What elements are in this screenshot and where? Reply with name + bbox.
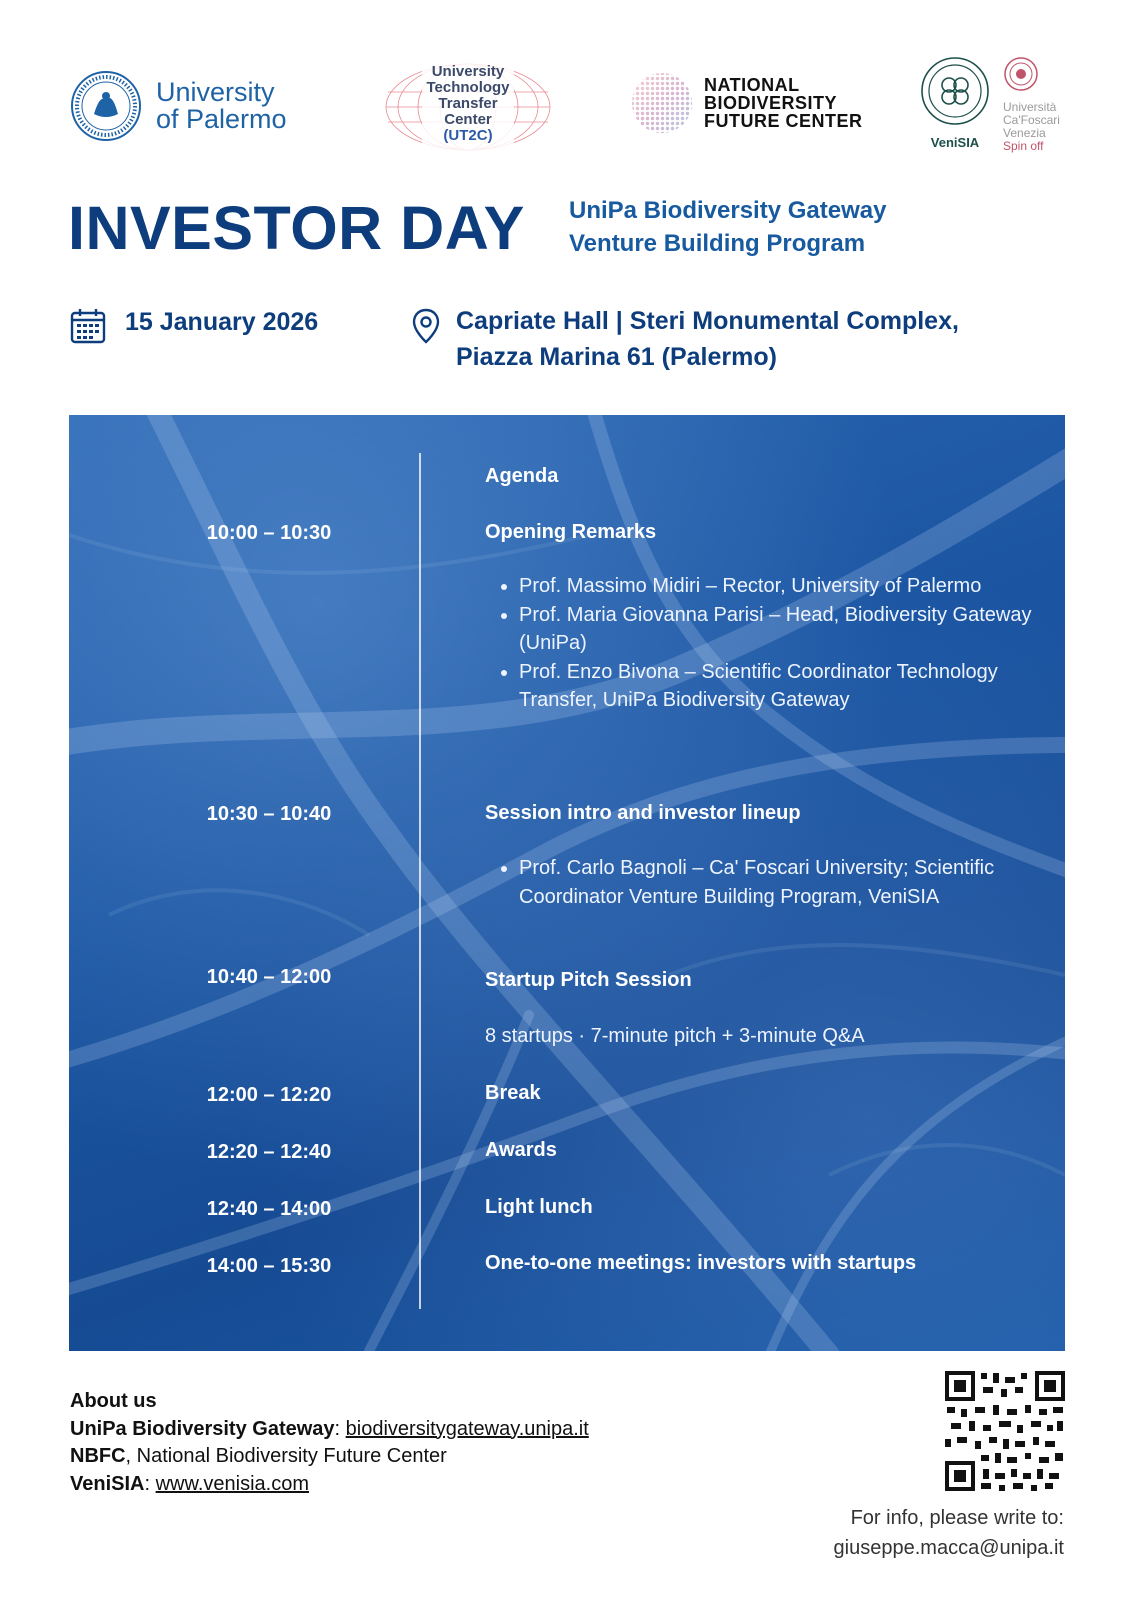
about-heading: About us: [70, 1390, 157, 1412]
ut2c-line4: Center: [444, 111, 492, 128]
location-pin-icon: [412, 308, 440, 344]
contact-prompt: For info, please write to:: [850, 1507, 1064, 1529]
gateway-link[interactable]: biodiversitygateway.unipa.it: [345, 1417, 589, 1440]
unipa-name-line1: University: [156, 77, 275, 107]
ut2c-logo: [384, 62, 552, 152]
ut2c-line5: (UT2C): [443, 127, 493, 144]
agenda-heading: Agenda: [485, 465, 559, 487]
cafoscari-line4: Spin off: [1003, 139, 1044, 153]
nbfc-dotted-sphere-icon: [630, 71, 694, 135]
agenda-panel: [69, 415, 1065, 1351]
speaker-item: • Prof. Enzo Bivona – Scientific Coordinator Technology Transfer, UniPa Biodiversity Gateway: [519, 658, 1065, 715]
cafoscari-line3: Venezia: [1003, 126, 1046, 140]
agenda-item-note: 8 startups · 7-minute pitch + 3-minute Q&A: [485, 1025, 865, 1047]
agenda-item-title: One-to-one meetings: investors with startups: [485, 1252, 917, 1274]
about-label: NBFC: [70, 1445, 126, 1467]
agenda-item-title: Session intro and investor lineup: [485, 802, 801, 824]
event-venue: [456, 303, 959, 375]
unipa-name-line2: of Palermo: [156, 104, 287, 134]
agenda-item-title: Light lunch: [485, 1196, 593, 1218]
agenda-time: 12:20 – 12:40: [206, 1141, 332, 1163]
page-title: INVESTOR DAY: [68, 194, 525, 262]
subtitle-line2: Venture Building Program: [569, 230, 866, 257]
ut2c-line3: Transfer: [438, 95, 498, 112]
qr-code-icon[interactable]: [945, 1371, 1065, 1491]
unipa-seal-icon: [70, 70, 142, 142]
venisia-link[interactable]: www.venisia.com: [155, 1472, 309, 1495]
event-date: 15 January 2026: [125, 308, 319, 336]
contact-info: [834, 1503, 1064, 1563]
about-text: National Biodiversity Future Center: [136, 1445, 447, 1467]
about-section: [70, 1388, 589, 1498]
agenda-item-title: Break: [485, 1082, 541, 1104]
page-subtitle: [569, 194, 886, 260]
about-sep: ,: [125, 1445, 137, 1467]
agenda-time: 10:40 – 12:00: [206, 966, 332, 988]
subtitle-line1: UniPa Biodiversity Gateway: [569, 197, 887, 224]
agenda-time: 10:00 – 10:30: [206, 522, 332, 544]
agenda-divider: [419, 453, 421, 1309]
about-line-nbfc: [70, 1443, 589, 1471]
nbfc-line1: NATIONAL: [704, 75, 800, 95]
unipa-logo: [70, 70, 320, 142]
speaker-list: [485, 854, 1065, 911]
nbfc-line2: BIODIVERSITY: [704, 93, 838, 113]
speaker-list: [485, 572, 1065, 715]
agenda-time: 12:00 – 12:20: [206, 1084, 332, 1106]
cafoscari-seal-icon: [1003, 56, 1039, 92]
agenda-item-title: Awards: [485, 1139, 557, 1161]
nbfc-line3: FUTURE CENTER: [704, 111, 863, 131]
agenda-item-title: Opening Remarks: [485, 521, 657, 543]
about-line-gateway: [70, 1416, 589, 1444]
nbfc-logo: [630, 68, 880, 138]
venisia-clover-icon: [920, 56, 990, 126]
agenda-time: 14:00 – 15:30: [206, 1255, 332, 1277]
speaker-item: • Prof. Maria Giovanna Parisi – Head, Biodiversity Gateway (UniPa): [519, 601, 1065, 658]
cafoscari-line1: Università: [1003, 100, 1057, 114]
agenda-time: 12:40 – 14:00: [206, 1198, 332, 1220]
calendar-icon: [70, 308, 106, 344]
about-sep: :: [144, 1472, 156, 1495]
contact-email[interactable]: giuseppe.macca@unipa.it: [833, 1537, 1064, 1559]
cafoscari-logo: [1003, 56, 1069, 152]
about-sep: :: [334, 1417, 346, 1440]
speaker-item: • Prof. Massimo Midiri – Rector, University of Palermo: [519, 572, 1065, 601]
about-label: UniPa Biodiversity Gateway: [70, 1417, 335, 1440]
cafoscari-line2: Ca'Foscari: [1003, 113, 1060, 127]
agenda-item-title: Startup Pitch Session: [485, 969, 692, 991]
agenda-time: 10:30 – 10:40: [206, 803, 332, 825]
ut2c-line1: University: [431, 63, 505, 80]
speaker-item: • Prof. Carlo Bagnoli – Ca' Foscari University; Scientific Coordinator Venture Building Program, VeniSIA: [519, 854, 1065, 911]
venisia-logo: [918, 56, 992, 152]
about-label: VeniSIA: [70, 1472, 145, 1495]
venisia-label: VeniSIA: [930, 135, 980, 150]
ut2c-line2: Technology: [426, 79, 510, 96]
venue-line1: Capriate Hall | Steri Monumental Complex,: [456, 307, 959, 335]
venue-line2: Piazza Marina 61 (Palermo): [456, 343, 777, 371]
about-line-venisia: [70, 1471, 589, 1499]
